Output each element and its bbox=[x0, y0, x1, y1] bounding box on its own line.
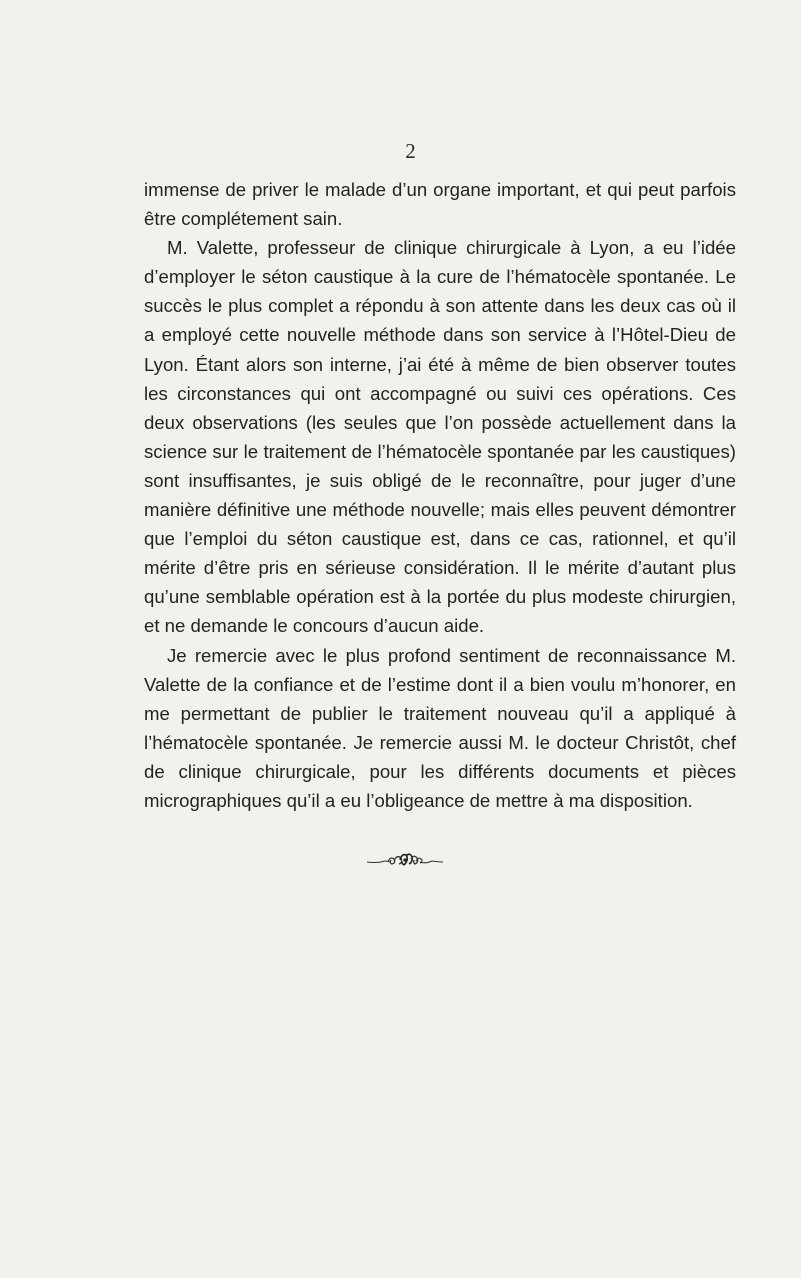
paragraph-continuation: immense de priver le malade d’un organe important, et qui peut parfois être complétement sain. bbox=[144, 179, 736, 230]
page-number: 2 bbox=[405, 139, 416, 163]
flourish-ornament-icon bbox=[366, 850, 444, 870]
paragraph-acknowledgements: Je remercie avec le plus profond sentiment de reconnaissance M. Valette de la confiance et de l’estime dont il a bien voulu m’honorer, en me permettant de publier le traitement nouveau qu’il a appliqué à l’hématocèle spontanée. Je remercie aussi M. le docteur Christôt, chef de clinique chirurgicale, pour les différents documents et pièces micrographiques qu’il a eu l’obligeance de mettre à ma disposition. bbox=[144, 644, 736, 811]
paragraph-valette: M. Valette, professeur de clinique chirurgicale à Lyon, a eu l’idée d’employer le séton caustique à la cure de l’hématocèle spontanée. Le succès le plus complet a répondu à son attente dans les deux cas où il a employé cette nouvelle méthode dans son service à l’Hôtel-Dieu de Lyon. Étant alors son interne, j’ai été à même de bien observer toutes les circonstances qui ont accompagné ou suivi ces opérations. Ces deux observations (les seules que l’on possède actuellement dans la science sur le traitement de l’hématocèle spontanée par les caustiques) sont insuffisantes, je suis obligé de le reconnaître, pour juger d’une manière définitive une méthode nouvelle; mais elles peuvent démontrer que l’emploi du séton caustique est, dans ce cas, rationnel, et qu’il mérite d’être pris en sérieuse considération. Il le mérite d’autant plus qu’une semblable opération est à la portée du plus modeste chirurgien, et ne demande le concours d’aucun aide. bbox=[144, 237, 736, 637]
body-text bbox=[144, 175, 736, 815]
